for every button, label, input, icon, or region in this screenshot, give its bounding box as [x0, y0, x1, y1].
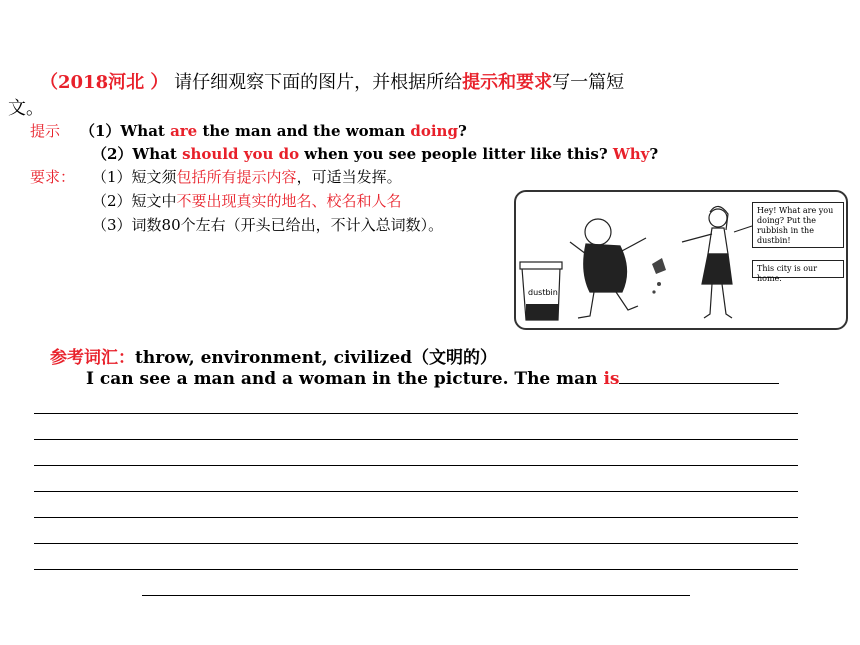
hint-q2-keyword-1: should you do	[182, 145, 300, 163]
speech-bubble-warning: Hey! What are you doing? Put the rubbish in the dustbin!	[752, 202, 844, 248]
speech-bubble-city: This city is our home.	[752, 260, 844, 278]
task-header	[40, 68, 624, 94]
task-instruction-wrap: 文。	[8, 98, 44, 119]
hint-q1-prefix: （1）What	[80, 122, 171, 140]
essay-opening-text: I can see a man and a woman in the picture. The man	[86, 369, 604, 389]
requirement-2-prefix: （2）短文中	[92, 192, 177, 210]
dustbin-label: dustbin	[528, 288, 558, 297]
requirement-2-highlight: 不要出现真实的地名、校名和人名	[176, 192, 402, 210]
task-source-tag: （2018河北 ）	[40, 72, 169, 93]
task-instruction-tail: 写一篇短	[552, 72, 625, 93]
requirement-2	[92, 190, 402, 211]
hint-q2-keyword-2: Why	[612, 145, 650, 163]
requirements-label: 要求：	[30, 168, 76, 186]
requirement-3: （3）词数80个左右（开头已给出，不计入总词数）。	[92, 216, 444, 234]
requirement-1	[92, 166, 402, 187]
task-instruction: 请仔细观察下面的图片，并根据所给	[174, 72, 463, 93]
requirement-1-suffix: ，可适当发挥。	[296, 168, 402, 186]
hint-question-1	[80, 120, 467, 141]
requirement-1-prefix: （1）短文须	[92, 168, 177, 186]
hint-q2-suffix: ?	[649, 145, 659, 163]
answer-line-last[interactable]	[142, 595, 690, 596]
reference-vocabulary	[50, 343, 497, 368]
answer-line[interactable]	[34, 491, 798, 492]
task-instruction-highlight: 提示和要求	[462, 72, 553, 93]
hint-q1-keyword-1: are	[170, 122, 198, 140]
vocabulary-label: 参考词汇：	[50, 348, 135, 368]
litter-icon	[652, 258, 666, 294]
man-littering-figure	[570, 219, 646, 318]
hint-q1-mid: the man and the woman	[197, 122, 411, 140]
answer-line[interactable]	[34, 517, 798, 518]
hint-q1-keyword-2: doing	[410, 122, 458, 140]
essay-opening-highlight: is	[603, 369, 620, 389]
hint-q2-prefix: （2）What	[92, 145, 183, 163]
answer-line[interactable]	[34, 543, 798, 544]
answer-line[interactable]	[34, 569, 798, 570]
vocabulary-words: throw, environment, civilized（文明的）	[135, 348, 498, 368]
illustration-panel	[514, 190, 848, 330]
answer-line[interactable]	[34, 439, 798, 440]
answer-line[interactable]	[34, 413, 798, 414]
woman-figure	[682, 206, 732, 318]
essay-opening	[86, 369, 779, 389]
hints-label: 提示	[30, 122, 61, 140]
requirement-1-highlight: 包括所有提示内容	[176, 168, 297, 186]
hint-q2-mid: when you see people litter like this?	[299, 145, 613, 163]
hint-q1-suffix: ?	[457, 122, 467, 140]
answer-blank-inline[interactable]	[619, 369, 779, 384]
hint-question-2	[92, 143, 658, 164]
answer-line[interactable]	[34, 465, 798, 466]
